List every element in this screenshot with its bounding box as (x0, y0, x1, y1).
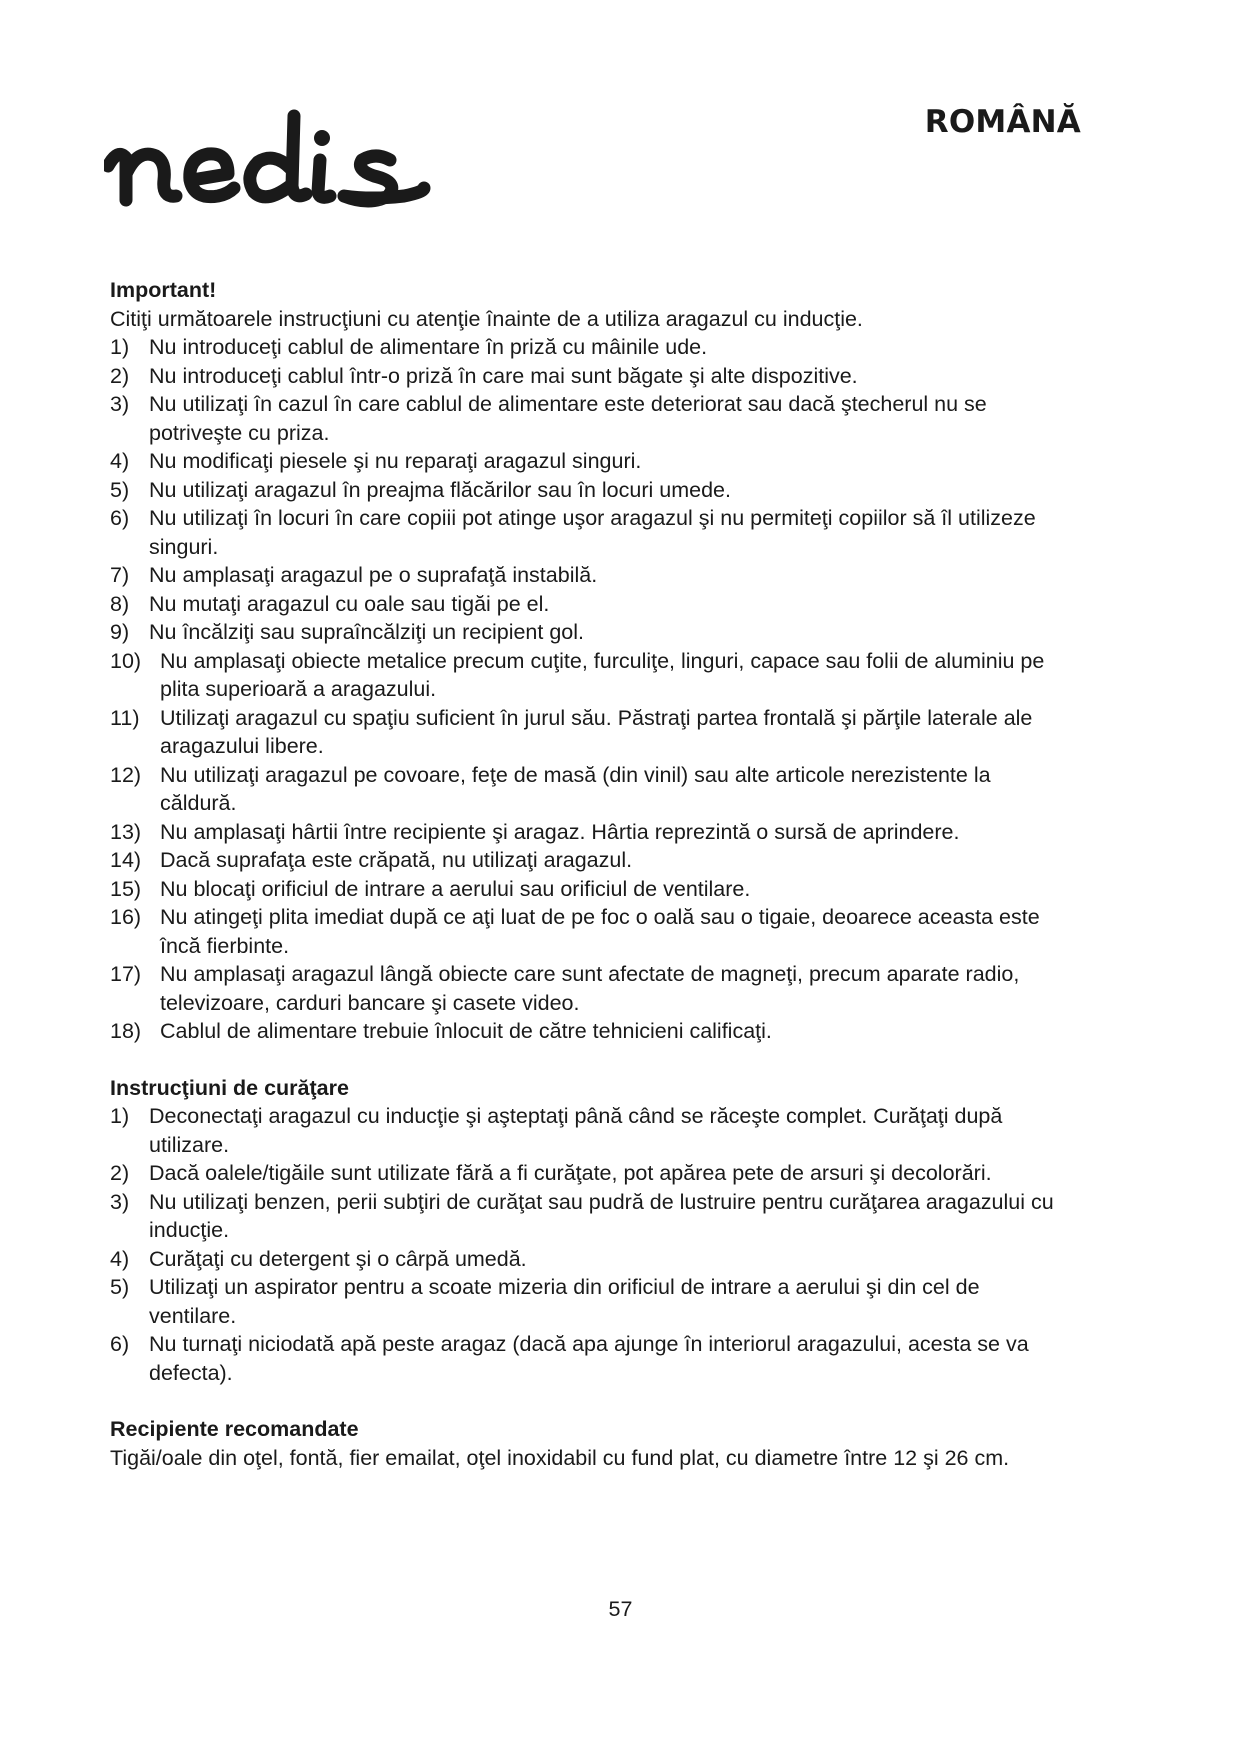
list-item-number: 10) (110, 648, 142, 673)
list-item (110, 390, 1070, 447)
list-item-text: Nu amplasaţi obiecte metalice precum cuţite, furculiţe, linguri, capace sau folii de aluminiu pe plita superioară a aragazului. (160, 648, 1045, 701)
list-item-text: Nu blocaţi orificiul de intrare a aerului sau orificiul de ventilare. (160, 876, 751, 901)
list-item (110, 903, 1070, 960)
list-item-text: Dacă oalele/tigăile sunt utilizate fără a fi curăţate, pot apărea pete de arsuri şi decolorări. (149, 1161, 992, 1185)
list-item-text: Curăţaţi cu detergent şi o cârpă umedă. (149, 1246, 527, 1271)
list-item-text: Nu utilizaţi benzen, perii subţiri de curăţat sau pudră de lustruire pentru curăţarea aragazului cu inducţie. (149, 1189, 1054, 1242)
list-item-text: Nu utilizaţi aragazul pe covoare, feţe de masă (din vinil) sau alte articole nerezistente la căldură. (160, 762, 991, 815)
list-item-number: 5) (110, 477, 130, 502)
document-body (110, 276, 1070, 1472)
list-item-text: Nu amplasaţi hârtii între recipiente şi aragaz. Hârtia reprezintă o sursă de aprindere. (160, 819, 960, 844)
list-item (110, 1159, 1070, 1188)
list-item-number: 13) (110, 819, 142, 844)
containers-heading: Recipiente recomandate (110, 1417, 359, 1441)
important-heading: Important! (110, 278, 217, 302)
list-item-number: 12) (110, 762, 142, 787)
nedis-logo (104, 108, 484, 216)
list-item-number: 18) (110, 1019, 142, 1043)
list-item-text: Dacă suprafaţa este crăpată, nu utilizaţi aragazul. (160, 848, 633, 872)
nedis-logo-graphic (104, 108, 484, 216)
cleaning-list (110, 1102, 1070, 1387)
list-item (110, 875, 1070, 904)
list-item-text: Nu amplasaţi aragazul pe o suprafaţă instabilă. (149, 563, 598, 587)
list-item-text: Nu introduceţi cablul într-o priză în care mai sunt băgate şi alte dispozitive. (149, 363, 858, 388)
list-item (110, 1330, 1070, 1387)
list-item-number: 16) (110, 905, 142, 929)
list-item-number: 15) (110, 876, 142, 901)
list-item (110, 504, 1070, 561)
list-item (110, 618, 1070, 647)
list-item-text: Nu atingeţi plita imediat după ce aţi luat de pe foc o oală sau o tigaie, deoarece aceasta este încă fierbinte. (160, 905, 1040, 958)
list-item-number: 8) (110, 591, 130, 616)
containers-text: Tigăi/oale din oţel, fontă, fier emailat, oţel inoxidabil cu fund plat, cu diametre între 12 şi 26 cm. (110, 1445, 1010, 1470)
list-item-number: 3) (110, 392, 130, 416)
list-item-text: Nu introduceţi cablul de alimentare în priză cu mâinile ude. (149, 335, 708, 359)
list-item-number: 3) (110, 1189, 130, 1214)
list-item-text: Deconectaţi aragazul cu inducţie şi aşteptaţi până când se răceşte complet. Curăţaţi după utilizare. (149, 1104, 1003, 1157)
list-item (110, 362, 1070, 391)
list-item-number: 5) (110, 1275, 130, 1299)
list-item (110, 704, 1070, 761)
list-item (110, 1188, 1070, 1245)
list-item-number: 6) (110, 1332, 130, 1356)
list-item-text: Nu modificaţi piesele şi nu reparaţi aragazul singuri. (149, 449, 642, 473)
list-item-text: Nu amplasaţi aragazul lângă obiecte care sunt afectate de magneţi, precum aparate radio, televizoare, carduri bancare şi casete video. (160, 962, 1020, 1015)
important-intro: Citiţi următoarele instrucţiuni cu atenţie înainte de a utiliza aragazul cu inducţie. (110, 306, 863, 331)
list-item-number: 9) (110, 620, 130, 644)
list-item-number: 2) (110, 363, 130, 388)
list-item (110, 1245, 1070, 1274)
list-item-text: Nu utilizaţi în cazul în care cablul de alimentare este deteriorat sau dacă ştecherul nu se potriveşte cu priza. (149, 392, 987, 445)
list-item-text: Cablul de alimentare trebuie înlocuit de către tehnicieni calificaţi. (160, 1019, 772, 1043)
list-item-number: 2) (110, 1161, 130, 1185)
list-item (110, 590, 1070, 619)
list-item-text: Nu utilizaţi în locuri în care copiii pot atinge uşor aragazul şi nu permiteţi copiilor să îl utilizeze singuri. (149, 506, 1036, 559)
list-item (110, 846, 1070, 875)
list-item (110, 761, 1070, 818)
list-item-number: 7) (110, 563, 130, 587)
list-item (110, 1102, 1070, 1159)
list-item-number: 1) (110, 335, 130, 359)
list-item (110, 561, 1070, 590)
list-item (110, 447, 1070, 476)
list-item-text: Nu utilizaţi aragazul în preajma flăcărilor sau în locuri umede. (149, 477, 731, 502)
list-item (110, 647, 1070, 704)
language-label: ROMÂNĂ (924, 104, 1081, 140)
list-item-number: 1) (110, 1104, 130, 1128)
list-item-number: 4) (110, 1246, 130, 1271)
list-item (110, 333, 1070, 362)
list-item-number: 14) (110, 848, 142, 872)
list-item-text: Utilizaţi un aspirator pentru a scoate mizeria din orificiul de intrare a aerului şi din cel de ventilare. (149, 1275, 980, 1328)
cleaning-heading: Instrucţiuni de curăţare (110, 1075, 349, 1100)
list-item-text: Utilizaţi aragazul cu spaţiu suficient în jurul său. Păstraţi partea frontală şi părţile laterale ale aragazului libere. (160, 705, 1033, 758)
list-item-number: 6) (110, 506, 130, 530)
page-number: 57 (608, 1597, 633, 1621)
list-item-text: Nu mutaţi aragazul cu oale sau tigăi pe el. (149, 591, 550, 616)
list-item-text: Nu turnaţi niciodată apă peste aragaz (dacă apa ajunge în interiorul aragazului, acesta se va defecta). (149, 1332, 1029, 1385)
list-item (110, 476, 1070, 505)
list-item (110, 1273, 1070, 1330)
important-list (110, 333, 1070, 1046)
list-item-text: Nu încălziţi sau supraîncălziţi un recipient gol. (149, 620, 584, 644)
list-item-number: 4) (110, 449, 130, 473)
list-item-number: 17) (110, 962, 142, 986)
list-item-number: 11) (110, 705, 140, 730)
list-item (110, 818, 1070, 847)
list-item (110, 1017, 1070, 1046)
list-item (110, 960, 1070, 1017)
